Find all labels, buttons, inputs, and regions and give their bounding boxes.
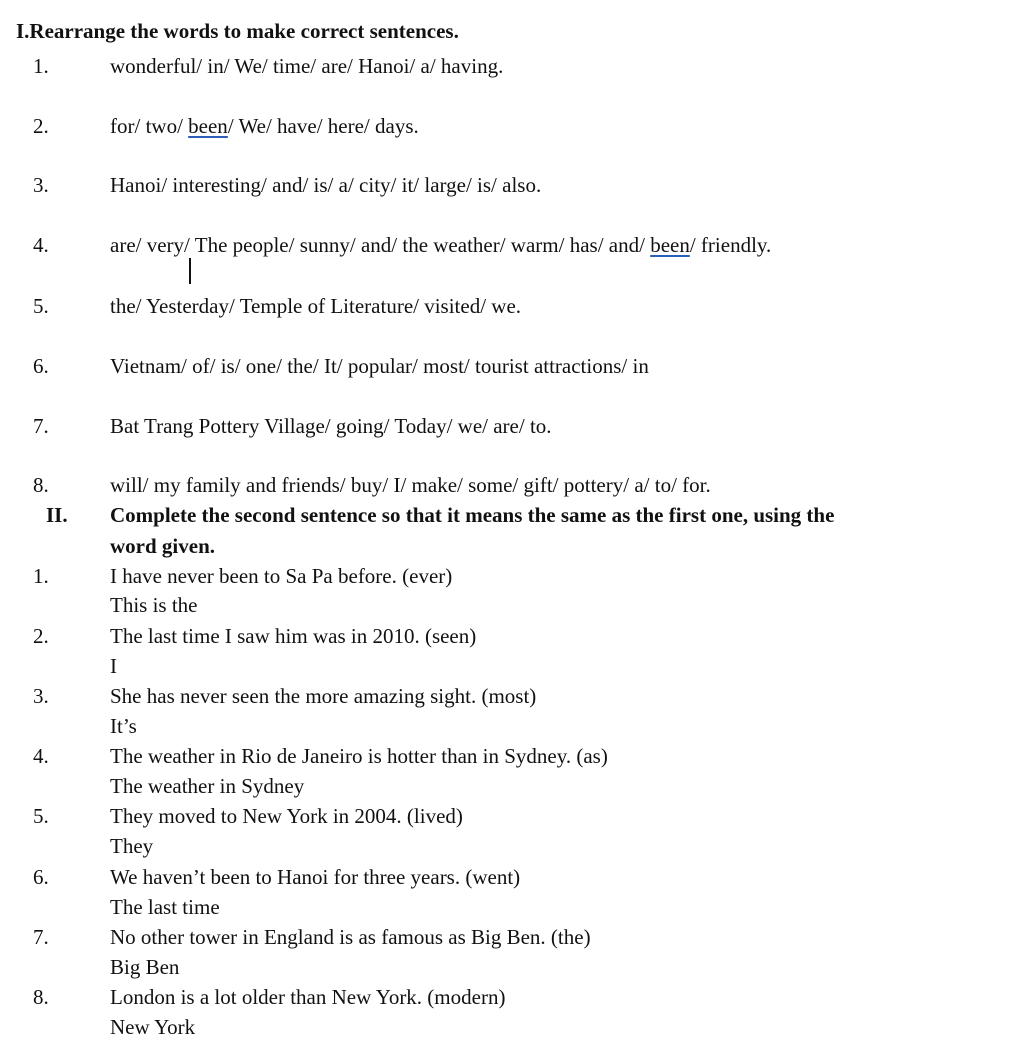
- rearrange-item-7: Bat Trang Pottery Village/ going/ Today/ we/ are/ to.: [110, 414, 552, 438]
- transform-item-3-start: It’s: [110, 714, 137, 738]
- transform-item-7-start: Big Ben: [110, 955, 180, 979]
- transform-item-4: The weather in Rio de Janeiro is hotter than in Sydney. (as): [110, 744, 608, 768]
- rearrange-item-4: are/ very/ The people/ sunny/ and/ the weather/ warm/ has/ and/ been/ friendly.: [110, 233, 772, 257]
- transform-item-2-start: I: [110, 654, 117, 678]
- item-number: 3.: [33, 173, 49, 197]
- section-2-heading-cont: word given.: [110, 534, 215, 558]
- section-1-heading: I.Rearrange the words to make correct sentences.: [16, 19, 459, 43]
- transform-item-5-start: They: [110, 834, 154, 858]
- item-number: 4.: [33, 744, 49, 768]
- item-number: 8.: [33, 473, 49, 497]
- transform-item-5: They moved to New York in 2004. (lived): [110, 804, 463, 828]
- item-number: 6.: [33, 865, 49, 889]
- item-number: 2.: [33, 114, 49, 138]
- item-number: 4.: [33, 233, 49, 257]
- item-number: 7.: [33, 414, 49, 438]
- section-2-heading: Complete the second sentence so that it means the same as the first one, using the: [110, 503, 835, 527]
- item-number: 6.: [33, 354, 49, 378]
- rearrange-item-3: Hanoi/ interesting/ and/ is/ a/ city/ it/ large/ is/ also.: [110, 173, 542, 197]
- item-number: 1.: [33, 54, 49, 78]
- item-number: 7.: [33, 925, 49, 949]
- rearrange-item-1: wonderful/ in/ We/ time/ are/ Hanoi/ a/ having.: [110, 54, 504, 78]
- item-number: 1.: [33, 564, 49, 588]
- item-number: 8.: [33, 985, 49, 1009]
- item-number: 5.: [33, 294, 49, 318]
- transform-item-6: We haven’t been to Hanoi for three years. (went): [110, 865, 521, 889]
- item-number: 3.: [33, 684, 49, 708]
- item-number: 5.: [33, 804, 49, 828]
- text-cursor: [189, 258, 191, 284]
- section-2-number: II.: [46, 503, 68, 527]
- transform-item-8-start: New York: [110, 1015, 196, 1039]
- transform-item-3: She has never seen the more amazing sight. (most): [110, 684, 537, 708]
- transform-item-2: The last time I saw him was in 2010. (seen): [110, 624, 477, 648]
- underlined-word: been: [188, 114, 228, 138]
- underlined-word: been: [650, 233, 690, 257]
- rearrange-item-2: for/ two/ been/ We/ have/ here/ days.: [110, 114, 419, 138]
- transform-item-4-start: The weather in Sydney: [110, 774, 305, 798]
- transform-item-7: No other tower in England is as famous as Big Ben. (the): [110, 925, 591, 949]
- transform-item-6-start: The last time: [110, 895, 220, 919]
- transform-item-8: London is a lot older than New York. (modern): [110, 985, 506, 1009]
- rearrange-item-5: the/ Yesterday/ Temple of Literature/ visited/ we.: [110, 294, 522, 318]
- rearrange-item-6: Vietnam/ of/ is/ one/ the/ It/ popular/ most/ tourist attractions/ in: [110, 354, 649, 378]
- transform-item-1-start: This is the: [110, 593, 198, 617]
- transform-item-1: I have never been to Sa Pa before. (ever): [110, 564, 453, 588]
- item-number: 2.: [33, 624, 49, 648]
- rearrange-item-8: will/ my family and friends/ buy/ I/ make/ some/ gift/ pottery/ a/ to/ for.: [110, 473, 711, 497]
